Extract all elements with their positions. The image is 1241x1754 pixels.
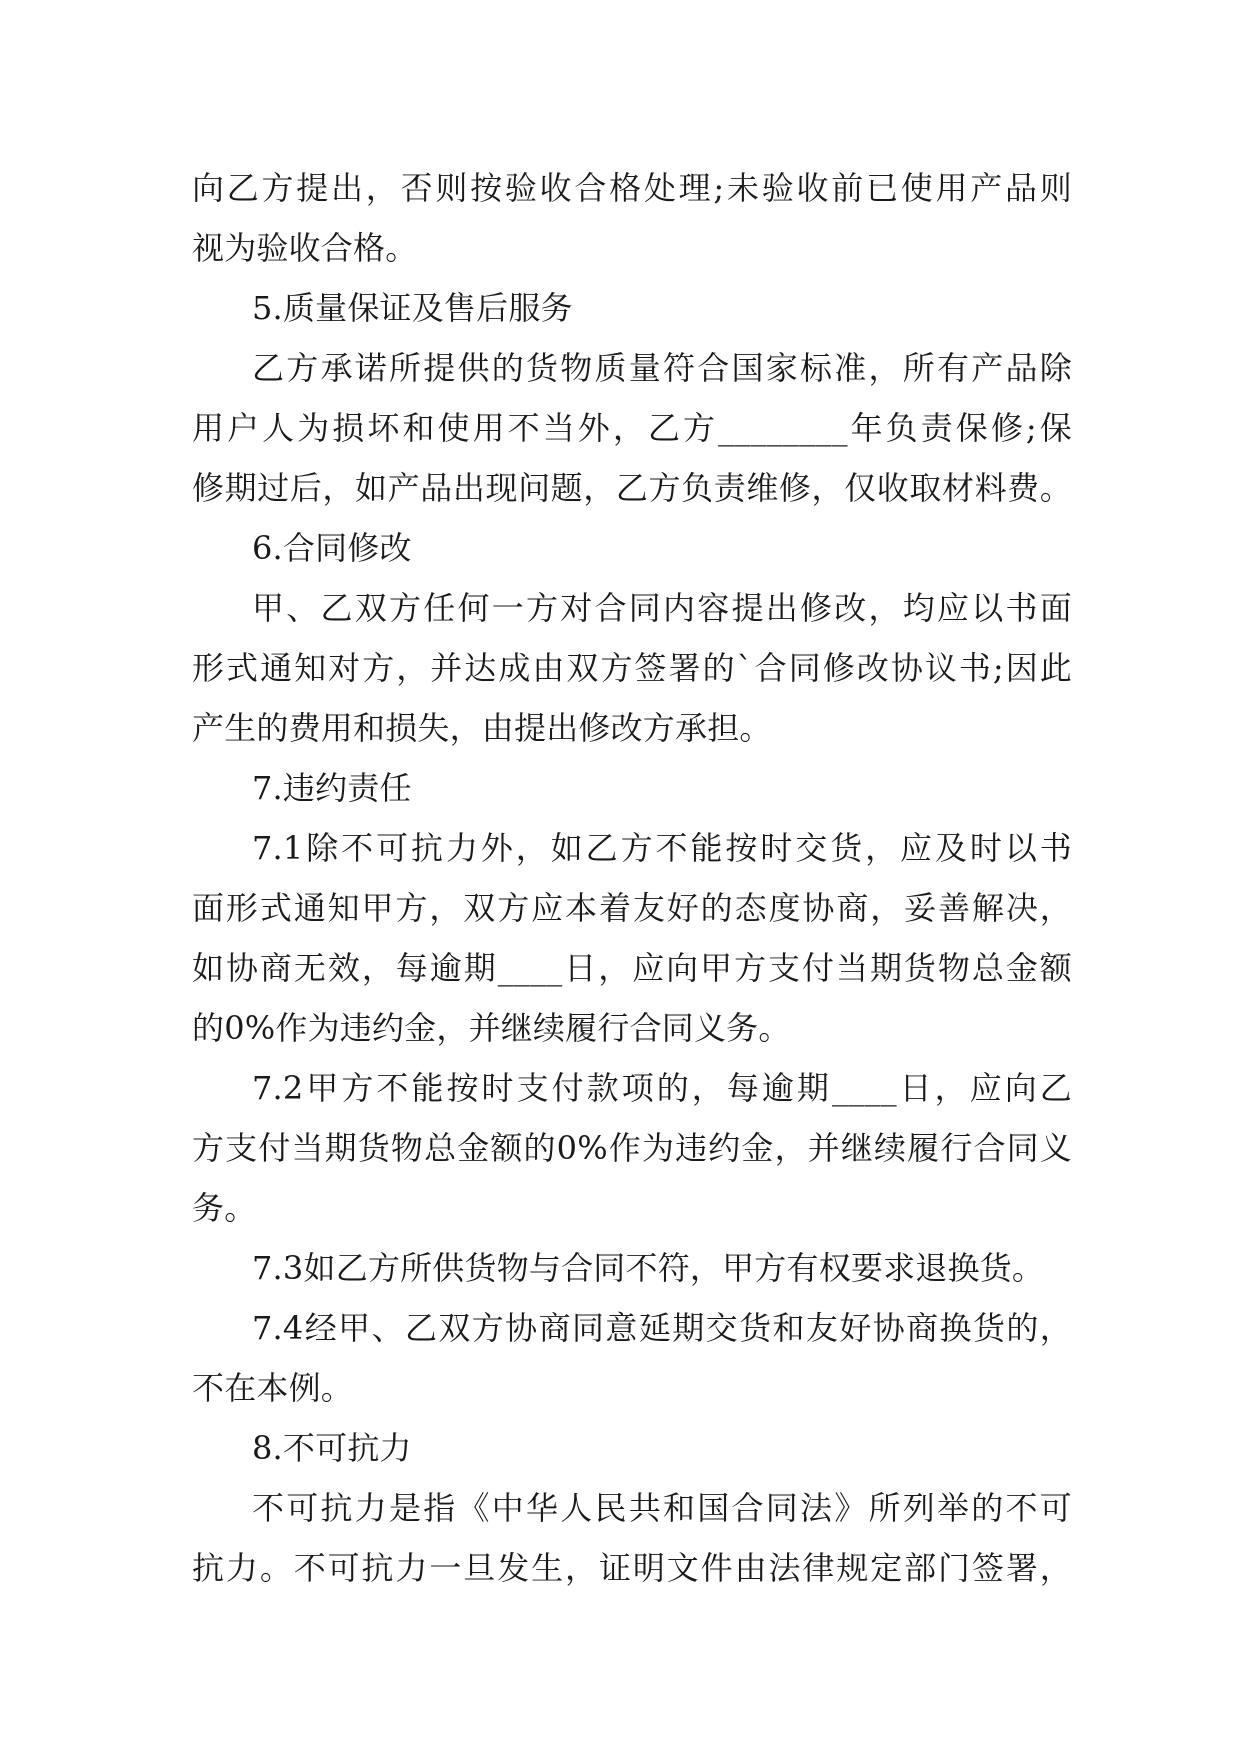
clause-7-2-line: 务。: [192, 1189, 257, 1227]
clause-7-1-line: 面形式通知甲方，双方应本着友好的态度协商，妥善解决，: [192, 889, 1072, 927]
paragraph-line: 产生的费用和损失，由提出修改方承担。: [192, 709, 772, 747]
clause-7-1-line: 如协商无效，每逾期____日，应向甲方支付当期货物总金额: [192, 949, 1072, 987]
clause-7-2-line: 7.2甲方不能按时支付款项的，每逾期____日，应向乙: [252, 1069, 1072, 1107]
clause-7-1-line: 的0%作为违约金，并继续履行合同义务。: [192, 1009, 791, 1047]
paragraph-line: 向乙方提出，否则按验收合格处理;未验收前已使用产品则: [192, 169, 1072, 207]
paragraph-line: 修期过后，如产品出现问题，乙方负责维修，仅收取材料费。: [192, 469, 1072, 507]
section-heading-7: 7.违约责任: [252, 769, 412, 807]
clause-7-4-line: 7.4经甲、乙双方协商同意延期交货和友好协商换货的，: [252, 1309, 1072, 1347]
document-body: [192, 158, 1072, 1598]
section-heading-8: 8.不可抗力: [252, 1429, 412, 1467]
clause-7-4-line: 不在本例。: [192, 1369, 354, 1407]
section-heading-6: 6.合同修改: [252, 529, 412, 567]
paragraph-line: 甲、乙双方任何一方对合同内容提出修改，均应以书面: [252, 589, 1072, 627]
section-heading-5: 5.质量保证及售后服务: [252, 289, 573, 327]
paragraph-line: 形式通知对方，并达成由双方签署的`合同修改协议书;因此: [192, 649, 1072, 687]
paragraph-line: 视为验收合格。: [192, 229, 418, 267]
paragraph-line: 乙方承诺所提供的货物质量符合国家标准，所有产品除: [252, 349, 1072, 387]
paragraph-line: 不可抗力是指《中华人民共和国合同法》所列举的不可: [252, 1489, 1072, 1527]
clause-7-1-line: 7.1除不可抗力外，如乙方不能按时交货，应及时以书: [252, 829, 1072, 867]
clause-7-2-line: 方支付当期货物总金额的0%作为违约金，并继续履行合同义: [192, 1129, 1072, 1167]
paragraph-line: 用户人为损坏和使用不当外，乙方________年负责保修;保: [192, 409, 1072, 447]
paragraph-line: 抗力。不可抗力一旦发生，证明文件由法律规定部门签署，: [192, 1549, 1072, 1587]
clause-7-3-line: 7.3如乙方所供货物与合同不符，甲方有权要求退换货。: [252, 1249, 1045, 1287]
